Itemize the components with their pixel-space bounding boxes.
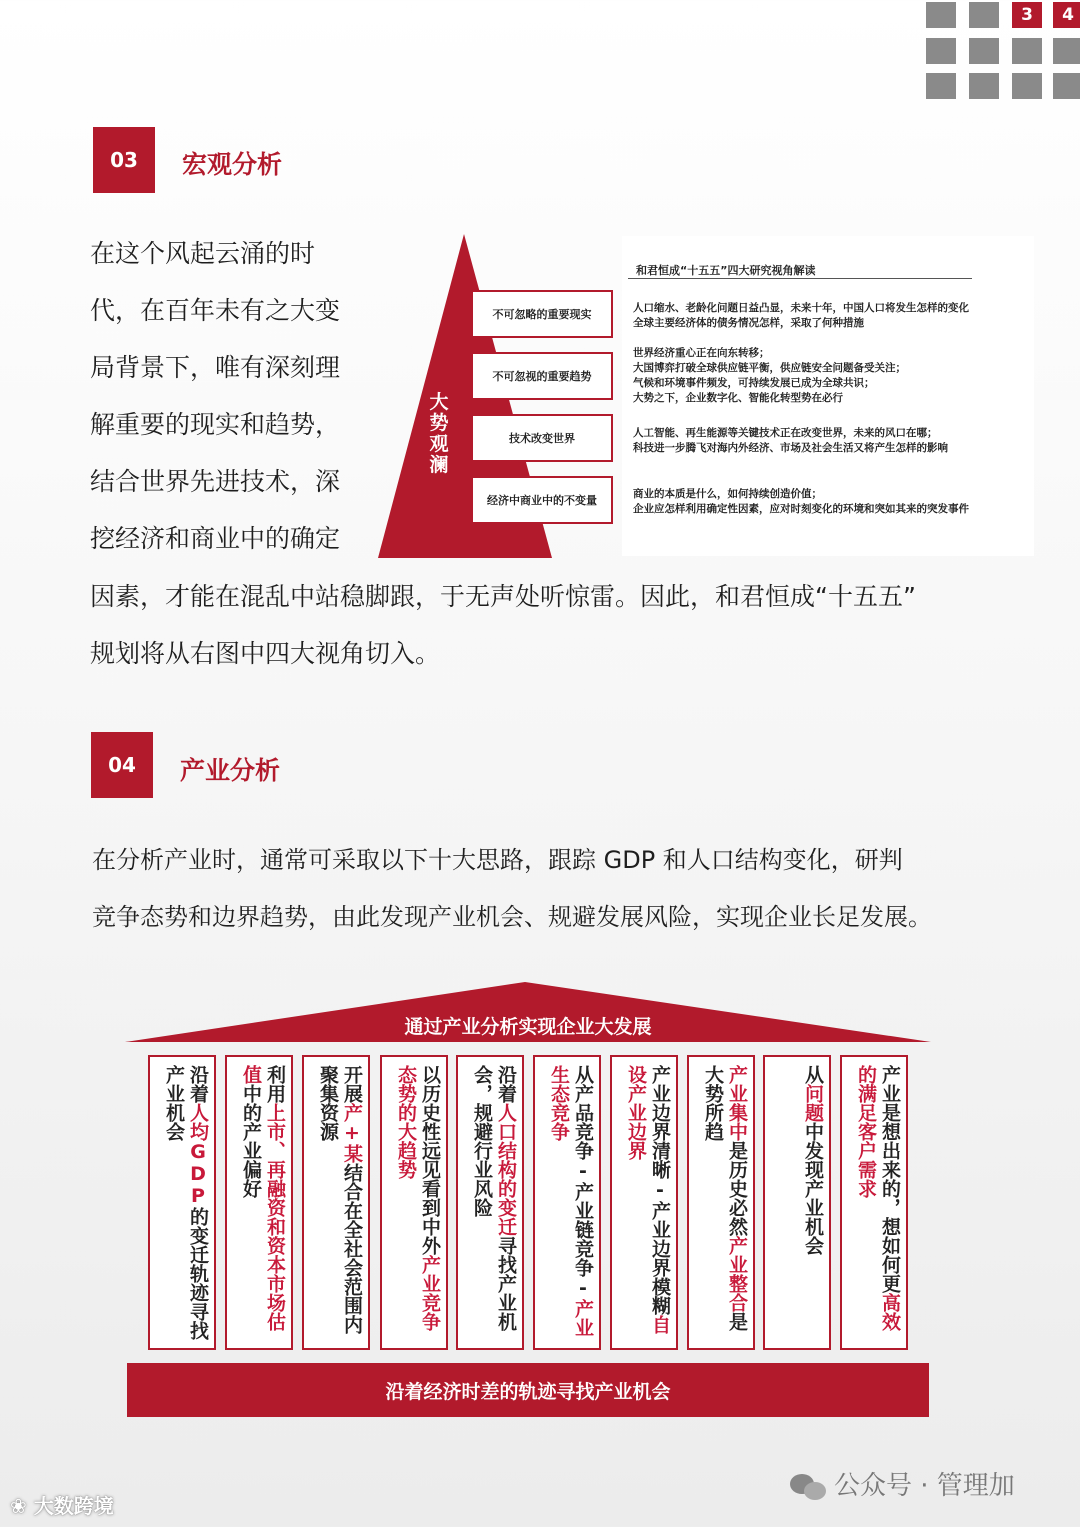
grid-cell	[1053, 38, 1080, 64]
pillar-plain-text: 结合在全社会范围内聚集资源	[317, 1065, 363, 1334]
pyramid-level-2: 不可忽视的重要趋势	[471, 352, 613, 400]
pillar-text	[386, 1065, 442, 1340]
house-base-title: 沿着经济时差的轨迹寻找产业机会	[127, 1363, 929, 1417]
pillar-plain-text: 从	[802, 1065, 824, 1084]
pyramid-level-4: 经济中商业中的不变量	[471, 476, 613, 524]
pyramid-desc-1	[633, 301, 969, 331]
pillar-1	[148, 1055, 216, 1350]
pillar-highlight-text: 产+某	[341, 1103, 363, 1163]
text-line: 代，在百年未有之大变	[90, 296, 341, 325]
text-line: 因素，才能在混乱中站稳脚跟，于无声处听惊雷。因此，和君恒成“十五五”	[90, 582, 916, 611]
macro-paragraph-head	[90, 225, 340, 567]
wechat-icon	[790, 1472, 826, 1502]
pyramid-level-3: 技术改变世界	[471, 414, 613, 462]
macro-paragraph-tail	[90, 568, 916, 682]
desc-line: 人口缩水、老龄化问题日益凸显，未来十年，中国人口将发生怎样的变化	[633, 302, 969, 314]
pyramid-desc-2	[633, 346, 906, 406]
desc-line: 企业应怎样利用确定性因素，应对时刻变化的环境和突如其来的突发事件	[633, 503, 969, 515]
pyramid-vertical-label: 大势观澜	[429, 391, 449, 476]
pyramid-panel-title: 和君恒成“十五五”四大研究视角解读	[636, 264, 816, 277]
pillar-plain-text: 中的产业偏好	[240, 1084, 262, 1198]
grid-cell	[1012, 38, 1042, 64]
pillar-plain-text: 利用	[264, 1065, 286, 1103]
divider	[628, 278, 972, 279]
pillar-highlight-text: 产业集中	[726, 1065, 748, 1141]
section-title-industry: 产业分析	[180, 756, 281, 785]
desc-line: 全球主要经济体的债务情况怎样，采取了何种措施	[633, 317, 864, 329]
logo-icon: ❀	[10, 1494, 34, 1518]
page-number-grid	[926, 2, 1080, 100]
pillar-highlight-text: 自设产业边界	[625, 1065, 671, 1334]
grid-cell	[926, 73, 956, 99]
text-line: 挖经济和商业中的确定	[90, 524, 341, 553]
pillar-3	[302, 1055, 370, 1350]
pillar-8	[687, 1055, 755, 1350]
page-number-4: 4	[1053, 2, 1080, 28]
pillar-plain-text: 是历史必然	[726, 1141, 748, 1236]
pillar-highlight-text: 产业生态竞争	[548, 1065, 594, 1337]
section-title-macro: 宏观分析	[182, 150, 283, 179]
pillar-plain-text: 沿着	[187, 1065, 209, 1103]
pyramid-desc-4	[633, 487, 969, 517]
pillar-text	[462, 1065, 518, 1340]
pillar-highlight-text: 人口结构的变迁	[495, 1103, 517, 1236]
text-line: 在这个风起云涌的时	[90, 239, 316, 268]
pillar-10	[840, 1055, 908, 1350]
pillar-text	[846, 1065, 902, 1340]
grid-cell	[969, 2, 999, 28]
desc-line: 大国博弈打破全球供应链平衡，供应链安全问题备受关注；	[633, 362, 906, 374]
text-line: 规划将从右图中四大视角切入。	[90, 639, 441, 668]
watermark-left	[10, 1490, 114, 1519]
text-line: 结合世界先进技术，深	[90, 467, 341, 496]
pillar-6	[533, 1055, 601, 1350]
pillar-5	[456, 1055, 524, 1350]
pillar-plain-text: 产业边界清晰-产业边界模糊	[649, 1065, 671, 1315]
pillar-plain-text: 中发现产业机会	[802, 1122, 824, 1255]
section-number-03: 03	[93, 127, 155, 193]
pillar-text	[539, 1065, 595, 1340]
pillar-plain-text: 以历史性远见看到中外	[419, 1065, 441, 1255]
pillar-7	[610, 1055, 678, 1350]
house-roof-title: 通过产业分析实现企业大发展	[404, 1016, 652, 1038]
pillar-highlight-text: 产业整合	[726, 1236, 748, 1312]
pillar-plain-text: 寻找产业机会，规避行业风险	[471, 1065, 517, 1331]
desc-line: 商业的本质是什么，如何持续创造价值；	[633, 488, 822, 500]
pillar-text	[693, 1065, 749, 1340]
pillar-text	[769, 1065, 825, 1340]
pillar-9	[763, 1055, 831, 1350]
desc-line: 世界经济重心正在向东转移；	[633, 347, 770, 359]
section-number-04: 04	[91, 732, 153, 798]
desc-line: 科技进一步腾飞对海内外经济、市场及社会生活又将产生怎样的影响	[633, 442, 948, 454]
pillar-highlight-text: 高效的满足客户需求	[855, 1065, 901, 1331]
grid-cell	[1053, 73, 1080, 99]
pillar-plain-text: 开展	[341, 1065, 363, 1103]
pillar-plain-text: 是大势所趋	[702, 1065, 748, 1331]
pillar-text	[231, 1065, 287, 1340]
watermark-left-text: 大数跨境	[33, 1494, 114, 1518]
text-line: 解重要的现实和趋势，	[90, 410, 341, 439]
pillar-4	[380, 1055, 448, 1350]
pillar-text	[308, 1065, 364, 1340]
industry-paragraph	[92, 832, 932, 946]
pillar-plain-text: 的变迁轨迹寻找产业机会	[163, 1065, 209, 1340]
pillar-text	[154, 1065, 210, 1340]
pillar-text	[616, 1065, 672, 1340]
page-number-3: 3	[1012, 2, 1042, 28]
grid-cell	[1012, 73, 1042, 99]
watermark-right	[790, 1465, 1015, 1502]
pillar-plain-text: 从产品竞争-产业链竞争-	[572, 1065, 594, 1299]
text-line: 局背景下，唯有深刻理	[90, 353, 341, 382]
grid-cell	[969, 73, 999, 99]
grid-cell	[969, 38, 999, 64]
grid-cell	[926, 38, 956, 64]
desc-line: 大势之下，企业数字化、智能化转型势在必行	[633, 392, 843, 404]
desc-line: 人工智能、再生能源等关键技术正在改变世界，未来的风口在哪；	[633, 427, 938, 439]
pillar-highlight-text: 产业竞争态势的大趋势	[395, 1065, 441, 1331]
text-line: 在分析产业时，通常可采取以下十大思路，跟踪 GDP 和人口结构变化，研判	[92, 846, 903, 874]
pillar-plain-text: 沿着	[495, 1065, 517, 1103]
desc-line: 气候和环境事件频发，可持续发展已成为全球共识；	[633, 377, 875, 389]
text-line: 竞争态势和边界趋势，由此发现产业机会、规避发展风险，实现企业长足发展。	[92, 903, 932, 931]
pillar-highlight-text: 人均GDP	[187, 1103, 209, 1207]
pillar-plain-text: 产业是想出来的，想如何更	[879, 1065, 901, 1293]
watermark-right-text: 公众号 · 管理加	[834, 1471, 1015, 1501]
pyramid-level-1: 不可忽略的重要现实	[471, 290, 613, 338]
pyramid-desc-3	[633, 426, 948, 456]
pillar-2	[225, 1055, 293, 1350]
pillar-highlight-text: 上市、再融资和资本市场估值	[240, 1065, 286, 1331]
pillar-highlight-text: 问题	[802, 1084, 824, 1122]
grid-cell	[926, 2, 956, 28]
